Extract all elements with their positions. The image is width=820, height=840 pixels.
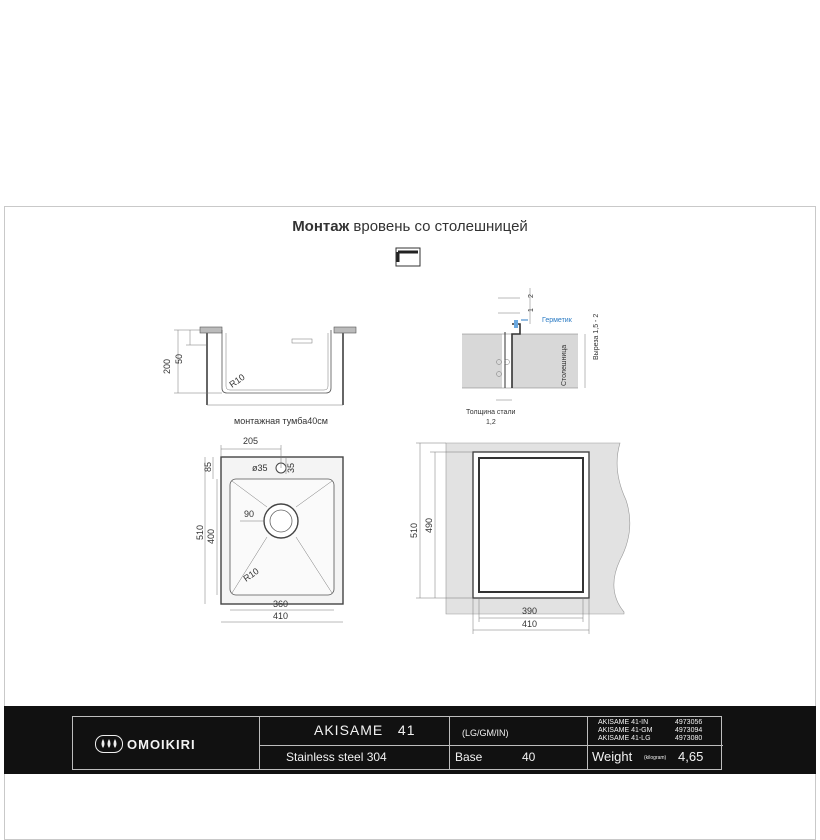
base-label: Base	[455, 750, 483, 764]
plan-dim-400: 400	[206, 528, 216, 544]
brand-name: OMOIKIRI	[127, 736, 196, 752]
flush-mount-icon	[396, 248, 420, 266]
dim-50-label: 50	[174, 353, 184, 364]
cutout-dim-490: 490	[424, 517, 434, 533]
weight-value: 4,65	[678, 749, 704, 764]
sku-name-2: AKISAME 41-GM	[598, 727, 653, 734]
title-rest: вровень со столешницей	[349, 218, 528, 235]
svg-text:1: 1	[528, 308, 535, 312]
sku-code-1: 4973056	[675, 719, 703, 726]
plan-radius: R10	[241, 565, 261, 584]
model-variants: (LG/GM/IN)	[462, 728, 509, 738]
cutout-dim-410: 410	[522, 619, 538, 629]
cutout-dim-510: 510	[409, 522, 419, 538]
weight-unit: (kilogram)	[644, 755, 667, 761]
plan-dim-360: 360	[273, 599, 289, 609]
plan-dim-510: 510	[195, 524, 205, 540]
sku-name-3: AKISAME 41-LG	[598, 735, 651, 742]
radius-label: R10	[227, 371, 247, 390]
plan-view	[195, 436, 343, 622]
plan-dim-410: 410	[273, 611, 289, 621]
sku-code-2: 4973094	[675, 727, 703, 734]
steel-thickness-label: Толщина стали	[466, 409, 516, 416]
plan-dim-35: 35	[286, 462, 296, 473]
dim-200-label: 200	[162, 358, 172, 374]
sku-name-1: AKISAME 41-IN	[598, 719, 649, 726]
mounting-detail-view	[462, 288, 600, 426]
base-value: 40	[522, 750, 536, 764]
cutout-dim-390: 390	[522, 606, 538, 616]
plan-dim-90: 90	[244, 509, 255, 519]
cutout-label: Выреза 1,5 - 2	[593, 313, 600, 360]
weight-label: Weight	[592, 749, 633, 764]
model-name: AKISAME 41	[314, 722, 416, 738]
sealant-label: Герметик	[542, 317, 572, 324]
title-bold: Монтаж	[292, 218, 350, 235]
plan-dim-205: 205	[243, 436, 259, 446]
drops-logo-icon	[95, 735, 123, 753]
cabinet-label: монтажная тумба40см	[234, 416, 328, 426]
plan-dim-85: 85	[203, 461, 213, 472]
brand-logo	[95, 734, 196, 754]
countertop-label: Столешница	[561, 344, 568, 386]
side-section-view	[162, 327, 356, 426]
steel-thickness-value: 1,2	[486, 419, 496, 426]
svg-text:2: 2	[528, 294, 535, 298]
plan-hole-dia: ø35	[252, 463, 268, 473]
material: Stainless steel 304	[286, 750, 387, 764]
sku-code-3: 4973080	[675, 735, 703, 742]
cutout-view	[409, 443, 630, 634]
